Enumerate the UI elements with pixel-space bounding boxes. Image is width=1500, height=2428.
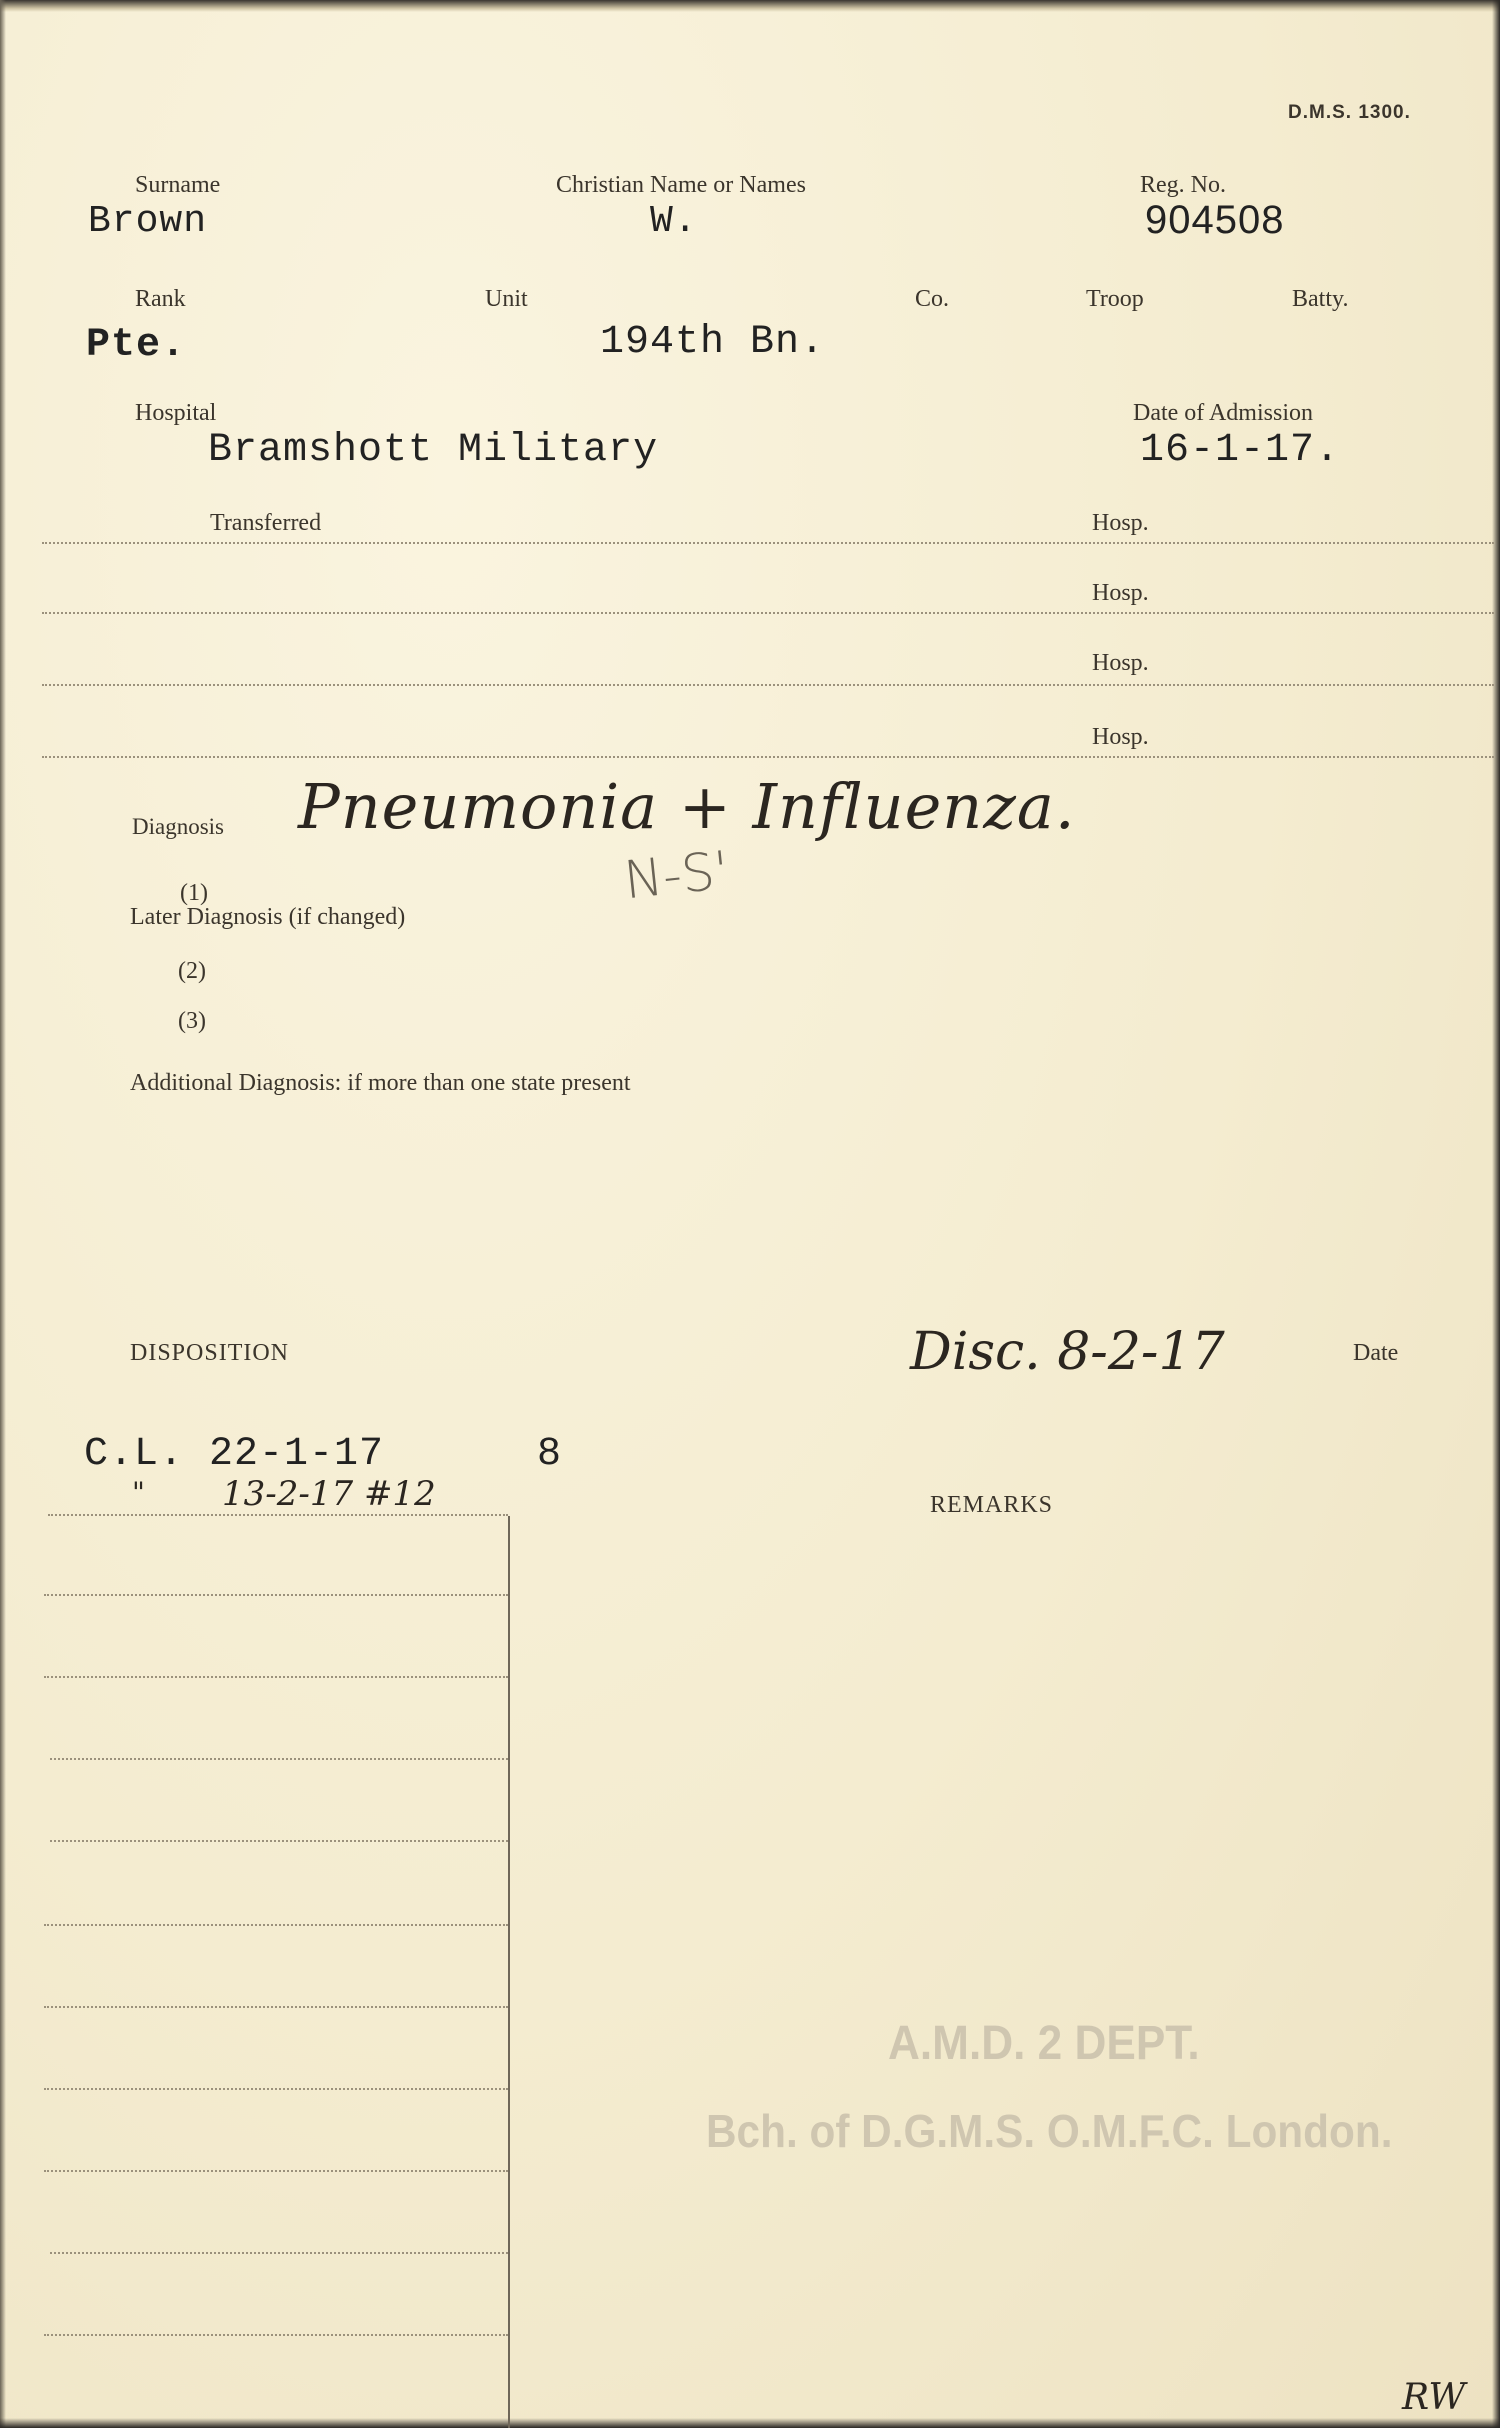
discharge-value: Disc. 8-2-17 — [910, 1322, 1225, 1382]
additional-diagnosis-label: Additional Diagnosis: if more than one state present — [130, 1070, 631, 1096]
reg-no-label: Reg. No. — [1140, 172, 1226, 198]
disposition-column-rule — [508, 1516, 510, 2428]
christian-names-value: W. — [650, 200, 698, 243]
disposition-entry-1: C.L. 22-1-17 — [84, 1432, 385, 1477]
hospital-label: Hospital — [135, 400, 217, 426]
remarks-label: REMARKS — [930, 1492, 1054, 1518]
christian-names-label: Christian Name or Names — [556, 172, 806, 198]
disposition-line-11 — [44, 2334, 508, 2336]
date-label: Date — [1353, 1340, 1399, 1366]
card-edge-left — [0, 0, 6, 2428]
disposition-line-7 — [44, 2006, 508, 2008]
disposition-line-6 — [44, 1924, 508, 1926]
department-stamp-line-1: A.M.D. 2 DEPT. — [888, 2017, 1200, 2070]
surname-value: Brown — [88, 200, 208, 243]
transfer-line-4 — [42, 756, 1494, 758]
diagnosis-label: Diagnosis — [132, 814, 224, 839]
later-diagnosis-label: Later Diagnosis (if changed) — [130, 904, 406, 930]
troop-label: Troop — [1086, 286, 1144, 312]
card-edge-right — [1492, 0, 1500, 2428]
hosp-label-2: Hosp. — [1092, 580, 1149, 606]
disposition-entry-1-days: 8 — [537, 1432, 563, 1477]
department-stamp-line-2: Bch. of D.G.M.S. O.M.F.C. London. — [706, 2105, 1393, 2157]
disposition-line-10 — [50, 2252, 508, 2254]
disposition-line-1 — [48, 1514, 508, 1516]
later-diagnosis-num-2: (2) — [178, 958, 206, 984]
transferred-label: Transferred — [210, 510, 322, 536]
later-diagnosis-num-1: (1) — [180, 880, 208, 906]
disposition-label: DISPOSITION — [130, 1340, 290, 1366]
reg-no-value: 904508 — [1145, 198, 1285, 242]
batty-label: Batty. — [1292, 286, 1349, 312]
date-of-admission-label: Date of Admission — [1133, 400, 1313, 426]
unit-label: Unit — [485, 286, 528, 312]
card-edge-top — [0, 0, 1500, 12]
disposition-line-8 — [44, 2088, 508, 2090]
card-edge-bottom — [0, 2418, 1500, 2428]
form-number: D.M.S. 1300. — [1288, 102, 1411, 123]
hosp-label-3: Hosp. — [1092, 650, 1149, 676]
disposition-line-4 — [50, 1758, 508, 1760]
hospital-value: Bramshott Military — [208, 428, 659, 473]
rank-value: Pte. — [86, 323, 187, 368]
later-diagnosis-num-3: (3) — [178, 1008, 206, 1034]
disposition-entry-2: 13-2-17 #12 — [222, 1474, 436, 1514]
rank-label: Rank — [135, 286, 186, 312]
transfer-line-2 — [42, 612, 1494, 614]
date-of-admission-value: 16-1-17. — [1140, 428, 1341, 473]
hosp-label-4: Hosp. — [1092, 724, 1149, 750]
unit-value: 194th Bn. — [600, 320, 826, 365]
co-label: Co. — [915, 286, 950, 312]
diagnosis-value: Pneumonia + Influenza. — [298, 770, 1076, 843]
transfer-line-3 — [42, 684, 1494, 686]
diagnosis-note: N-S' — [621, 840, 732, 912]
disposition-line-3 — [44, 1676, 508, 1678]
disposition-line-5 — [50, 1840, 508, 1842]
disposition-line-2 — [44, 1594, 508, 1596]
clerk-initials: RW — [1402, 2377, 1466, 2418]
surname-label: Surname — [135, 172, 221, 198]
transfer-line-1 — [42, 542, 1494, 544]
disposition-line-9 — [44, 2170, 508, 2172]
hosp-label-1: Hosp. — [1092, 510, 1149, 536]
disposition-ditto: " — [132, 1476, 145, 1509]
